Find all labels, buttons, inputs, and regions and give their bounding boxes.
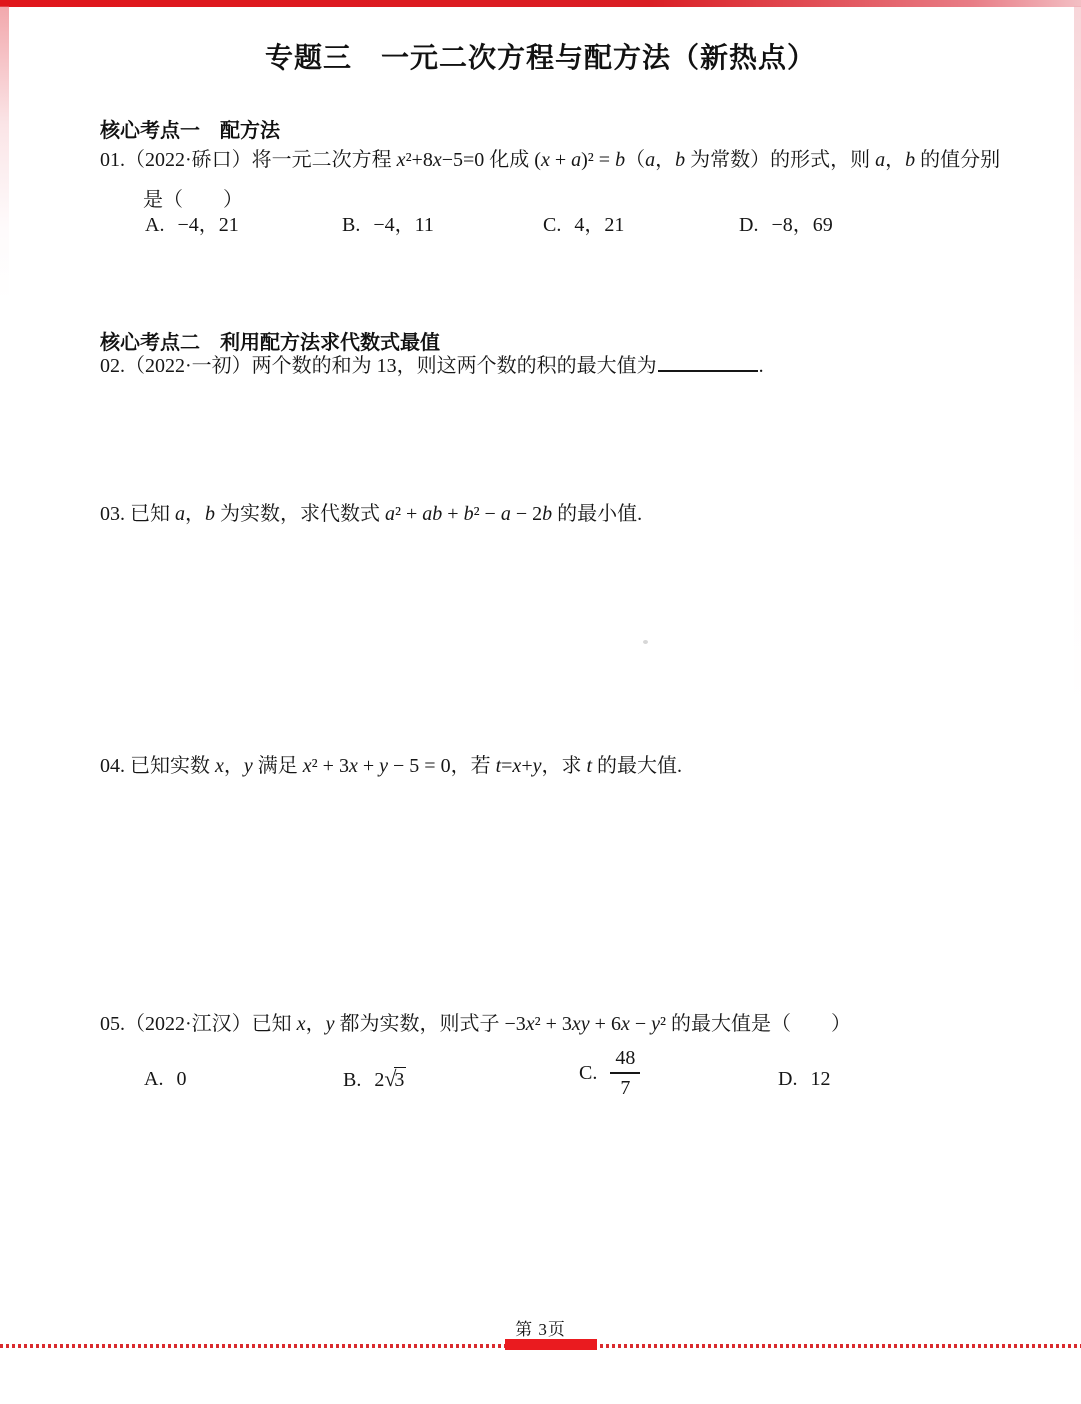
text-segment: x [302,755,312,777]
text-segment: y [243,755,253,777]
question-05-option-d [778,1066,830,1092]
page-number: 第 3页 [515,1320,566,1339]
option-letter: D. [739,214,759,236]
text-segment: （ [625,149,646,171]
text-segment: ， [185,503,205,525]
text-segment: ab [422,503,443,525]
text-segment: b [463,503,474,525]
text-segment: −5=0 [441,149,485,171]
option-letter: D. [778,1068,798,1090]
option-letter: B. [342,214,361,236]
text-segment: a [385,503,395,525]
question-02-text [100,352,764,380]
text-segment: x [432,149,442,171]
text-segment: x [525,1013,535,1035]
question-04-text [100,752,682,780]
square-root-icon: √ [384,1066,397,1091]
question-05-option-a [144,1066,186,1092]
right-border-strip [1074,6,1081,706]
text-segment: x [396,149,406,171]
text-segment: x [620,1013,630,1035]
scan-artifact-dot [643,640,648,644]
answer-blank [658,353,758,372]
text-segment: ² + [395,503,423,525]
fraction-denominator: 7 [620,1077,631,1099]
text-segment: ，求 [541,755,587,777]
option-value: −4，21 [177,214,239,236]
text-segment: 04. 已知实数 [100,755,215,777]
text-segment: 为实数，求代数式 [215,503,385,525]
text-segment: 满足 [252,755,303,777]
text-segment: − [629,1013,652,1035]
text-segment: xy [571,1013,590,1035]
text-segment: 01.（2022·硚口）将一元二次方程 [100,149,397,171]
root-coefficient: 2 [374,1069,385,1091]
text-segment: y [325,1013,335,1035]
question-01-option-c [543,212,624,238]
text-segment: a [875,149,886,171]
text-segment: a [645,149,656,171]
option-value: 0 [176,1068,187,1090]
text-segment: 02.（2022·一初）两个数的和为 [100,355,377,377]
text-segment: ， [223,755,244,777]
option-value: 4，21 [574,214,625,236]
text-segment: 13 [376,355,397,377]
text-segment: ， [885,149,906,171]
text-segment: x [215,755,224,777]
text-segment: ( [534,149,541,171]
text-segment: −3 [504,1013,526,1035]
option-letter: C. [543,214,562,236]
question-01-stem-line2: 是（ ） [143,189,243,211]
text-segment: ² + 3 [311,755,349,777]
text-segment: ，若 [450,755,496,777]
text-segment: − 5 = 0 [388,755,451,777]
text-segment: a [571,149,582,171]
text-segment: 05.（2022·江汉）已知 [100,1013,297,1035]
text-segment: b [675,149,686,171]
question-01-option-b [342,212,434,238]
option-letter: A. [145,214,165,236]
page-title: 专题三 一元二次方程与配方法（新热点） [264,42,816,73]
question-05-text [100,1010,851,1038]
question-05-option-c [579,1046,640,1100]
text-segment: b [615,149,626,171]
question-03-text [100,500,642,528]
text-segment: 都为实数，则式子 [334,1013,505,1035]
text-segment: x [296,1013,306,1035]
question-01-text [100,146,1000,174]
text-segment: + 6 [589,1013,621,1035]
option-value: −4，11 [373,214,434,236]
text-segment: b [205,503,215,525]
text-segment: + [442,503,464,525]
text-segment: 为常数）的形式，则 [685,149,876,171]
question-01-option-a [145,212,239,238]
text-segment: a [175,503,185,525]
text-segment: = [501,755,513,777]
text-segment: 的值分别 [915,149,1001,171]
text-segment: − 2 [510,503,543,525]
text-segment: + [357,755,380,777]
footer-page-marker-bar [505,1339,597,1350]
section-heading-core-point-1: 核心考点一 配方法 [100,120,280,142]
text-segment: b [542,503,553,525]
text-segment: ²+8 [405,149,433,171]
text-segment: ， [305,1013,326,1035]
text-segment: )² = [581,149,616,171]
text-segment: ² [660,1013,667,1035]
text-segment: x [348,755,358,777]
radicand: 3 [394,1069,405,1091]
option-value [374,1066,406,1091]
text-segment: x [512,755,522,777]
text-segment: x [540,149,550,171]
text-segment: ，则这两个数的积的最大值为 [396,355,657,377]
question-05-option-b [343,1066,406,1093]
text-segment: t [495,755,502,777]
text-segment: t [586,755,593,777]
text-segment: 化成 [484,149,535,171]
text-segment: . [758,355,764,377]
text-segment: 的最大值. [592,755,683,777]
question-01-option-d [739,212,833,238]
text-segment: ² − [473,503,501,525]
text-segment: ， [655,149,676,171]
text-segment: + [549,149,572,171]
text-segment: 的最小值. [552,503,643,525]
text-segment: + [521,755,533,777]
option-value: 12 [810,1068,831,1090]
option-letter: A. [144,1068,164,1090]
text-segment: a [500,503,511,525]
section-heading-core-point-2: 核心考点二 利用配方法求代数式最值 [100,332,440,354]
top-border-bar [0,0,1081,7]
option-letter: B. [343,1069,362,1091]
text-segment: y [532,755,542,777]
option-value: −8，69 [771,214,833,236]
text-segment: ² + 3 [534,1013,572,1035]
text-segment: 03. 已知 [100,503,175,525]
fraction-numerator: 48 [610,1046,640,1074]
fraction [610,1046,640,1100]
text-segment: 的最大值是（ ） [666,1013,852,1035]
text-segment: y [379,755,389,777]
text-segment: y [651,1013,661,1035]
option-letter: C. [579,1062,598,1084]
text-segment: b [905,149,916,171]
